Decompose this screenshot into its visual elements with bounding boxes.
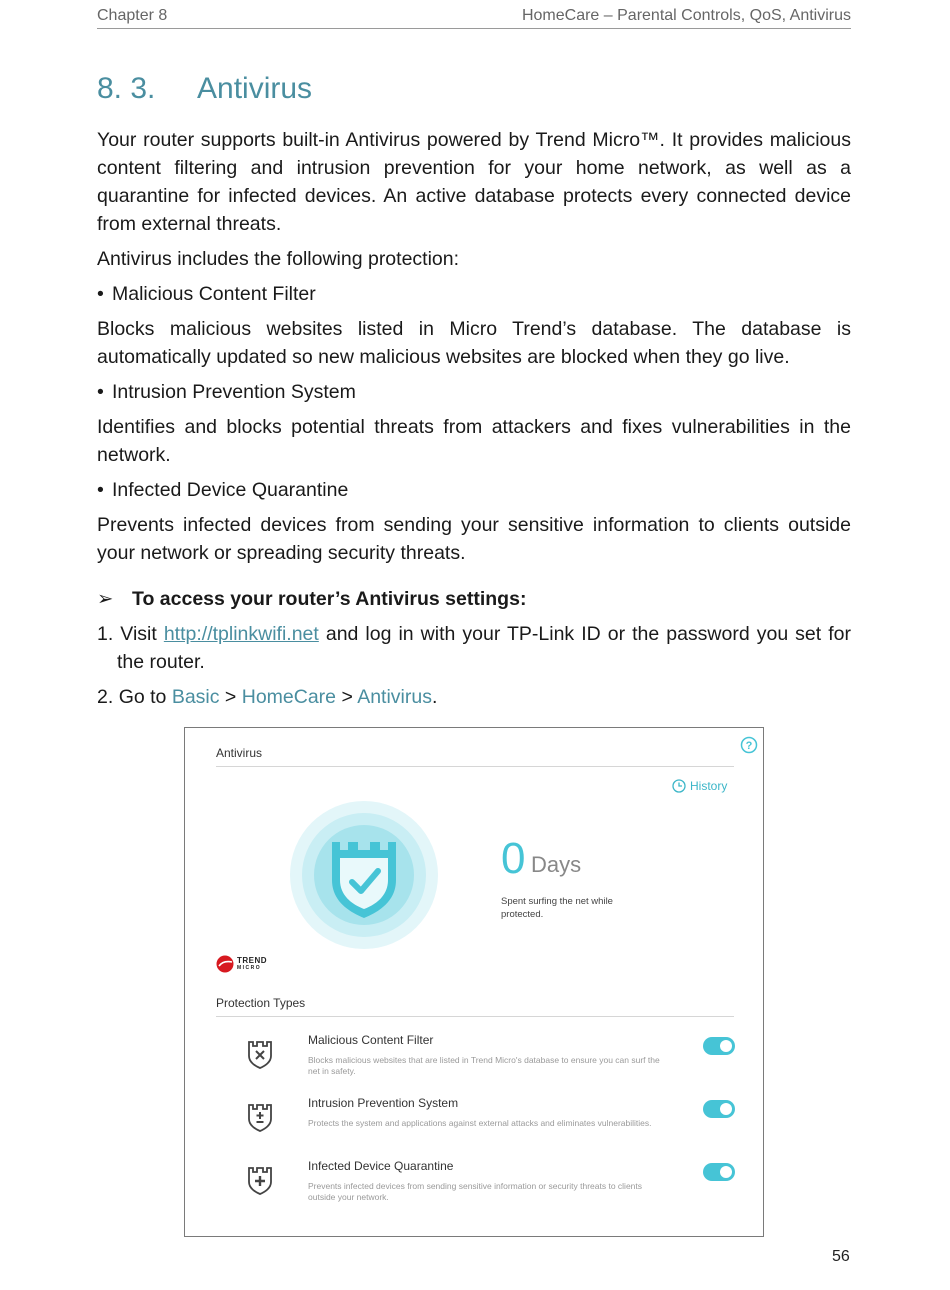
chapter-label: Chapter 8 xyxy=(97,7,168,24)
protection-types-title: Protection Types xyxy=(216,996,306,1010)
antivirus-screenshot xyxy=(184,727,764,1237)
access-heading: ➢ To access your router’s Antivirus settings: xyxy=(97,585,851,613)
homecare-link[interactable]: HomeCare xyxy=(241,686,337,708)
help-icon[interactable] xyxy=(740,736,758,754)
protection-type-row xyxy=(216,1033,734,1093)
malicious-filter-toggle[interactable] xyxy=(703,1037,735,1055)
history-label: History xyxy=(690,779,728,793)
type-name: Infected Device Quarantine xyxy=(308,1159,454,1173)
intro-paragraph: Your router supports built-in Antivirus powered by Trend Micro™. It provides malicious content filtering and intrusion prevention for your home network, as well as a quarantine for infected devices. An active database protects every connected device from external threats. xyxy=(97,129,851,235)
section-title: Antivirus xyxy=(197,72,313,105)
shield-check-icon xyxy=(289,800,439,950)
bullet-title: Infected Device Quarantine xyxy=(112,479,349,501)
divider xyxy=(216,1016,734,1017)
type-description: Prevents infected devices from sending sensitive information or security threats to clients outside your network. xyxy=(308,1181,643,1202)
basic-link[interactable]: Basic xyxy=(171,686,220,708)
days-label: Days xyxy=(531,852,582,877)
body-content xyxy=(97,126,851,718)
trend-micro-icon xyxy=(216,955,234,973)
bullet-item: • Infected Device Quarantine xyxy=(97,479,349,501)
divider xyxy=(216,766,734,767)
device-quarantine-toggle[interactable] xyxy=(703,1163,735,1181)
protection-type-row xyxy=(216,1096,734,1156)
clock-icon xyxy=(672,779,686,793)
section-header-label: HomeCare – Parental Controls, QoS, Antivirus xyxy=(521,7,851,24)
includes-paragraph: Antivirus includes the following protection: xyxy=(97,248,460,270)
bullet-item: • Intrusion Prevention System xyxy=(97,381,356,403)
panel-title: Antivirus xyxy=(216,746,263,760)
shield-plus-minus-icon xyxy=(246,1102,274,1132)
tplinkwifi-link[interactable]: http://tplinkwifi.net xyxy=(163,623,319,645)
bullet-description: Prevents infected devices from sending your sensitive information to clients outside your network or spreading security threats. xyxy=(97,514,851,564)
step-2: 2. Go to Basic > HomeCare > Antivirus. xyxy=(97,686,438,708)
bullet-item: • Malicious Content Filter xyxy=(97,283,316,305)
section-number: 8. 3. xyxy=(97,72,156,105)
bullet-description: Identifies and blocks potential threats from attackers and fixes vulnerabilities in the network. xyxy=(97,416,851,466)
bullet-description: Blocks malicious websites listed in Micro Trend’s database. The database is automatically updated so new malicious websites are blocked when they go live. xyxy=(97,318,851,368)
antivirus-link[interactable]: Antivirus xyxy=(357,686,432,708)
type-name: Malicious Content Filter xyxy=(308,1033,434,1047)
page-header xyxy=(97,4,851,29)
trend-micro-logo: TREND MICRO xyxy=(216,955,267,973)
days-count: 0 xyxy=(501,834,526,883)
step-1: 1. Visit http://tplinkwifi.net and log in with your TP-Link ID or the password you set for the router. xyxy=(97,623,851,673)
arrow-icon: ➢ xyxy=(97,588,114,610)
intrusion-prevention-toggle[interactable] xyxy=(703,1100,735,1118)
bullet-title: Intrusion Prevention System xyxy=(112,381,356,403)
shield-cross-icon xyxy=(246,1165,274,1195)
days-description: Spent surfing the net while protected. xyxy=(501,896,613,920)
history-button[interactable] xyxy=(672,779,727,793)
shield-x-icon xyxy=(246,1039,274,1069)
bullet-title: Malicious Content Filter xyxy=(112,283,316,305)
type-description: Protects the system and applications against external attacks and eliminates vulnerabilities. xyxy=(308,1118,652,1128)
type-description: Blocks malicious websites that are listed in Trend Micro's database to ensure you can surf the net in safety. xyxy=(308,1055,660,1076)
type-name: Intrusion Prevention System xyxy=(308,1096,459,1110)
section-heading xyxy=(97,72,312,106)
protection-type-row xyxy=(216,1159,734,1219)
svg-text:?: ? xyxy=(745,740,753,752)
page-number: 56 xyxy=(832,1248,850,1265)
